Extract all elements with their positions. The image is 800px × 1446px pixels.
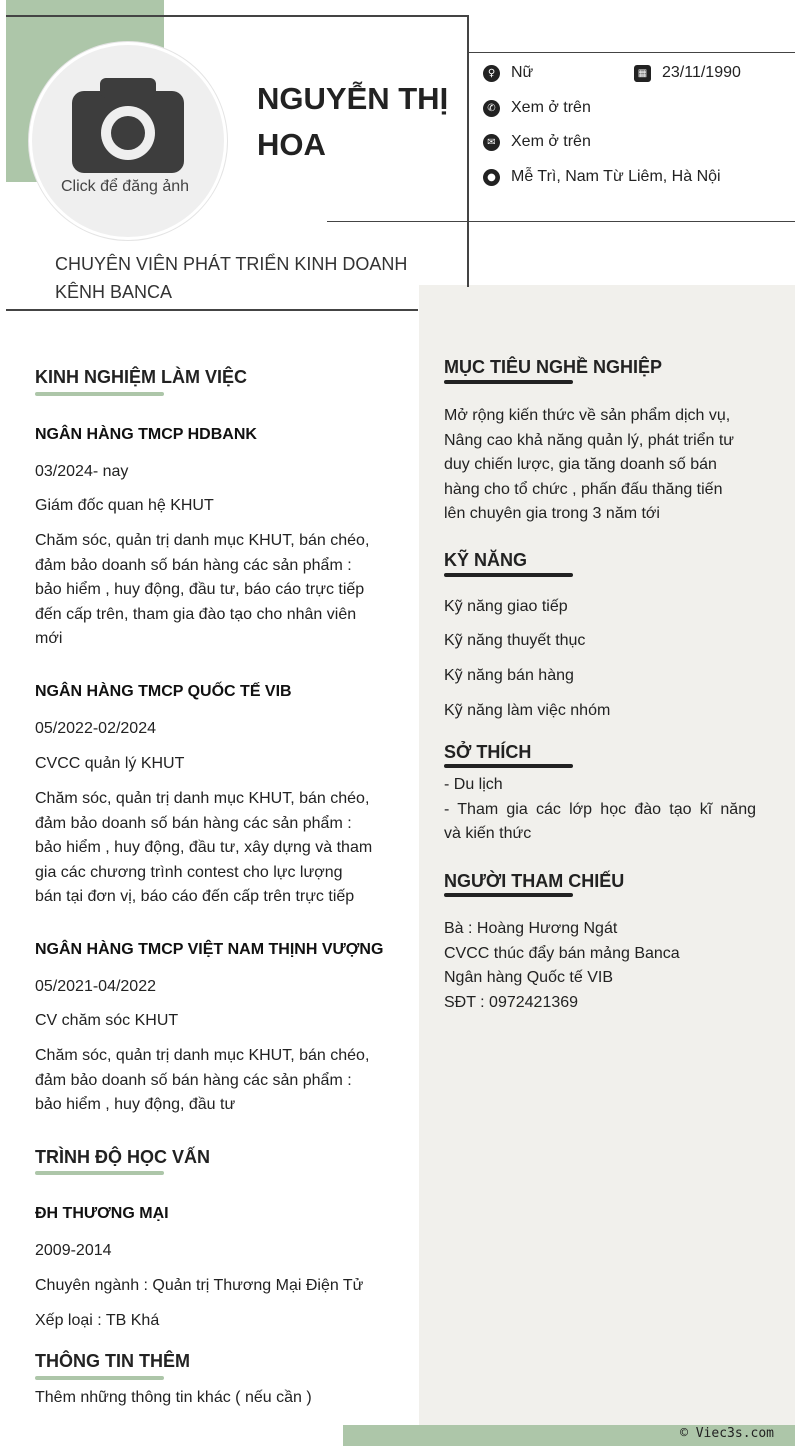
objective-line: hàng cho tổ chức , phấn đấu thăng tiến — [444, 480, 723, 498]
desc-line: bảo hiểm , huy động, đầu tư — [35, 1096, 236, 1113]
avatar-upload-hint[interactable]: Click để đăng ảnh — [60, 178, 190, 195]
address-value: Mễ Trì, Nam Từ Liêm, Hà Nội — [511, 168, 721, 185]
calendar-icon: ▦ — [634, 65, 651, 82]
job-title-line-2: KÊNH BANCA — [55, 282, 173, 302]
desc-line: Chăm sóc, quản trị danh mục KHUT, bán chéo, — [35, 1047, 370, 1064]
objective-text — [444, 404, 756, 527]
school-grade: Xếp loại : TB Khá — [35, 1312, 160, 1329]
desc-line: bán tại đơn vị, báo cáo đến cấp trên trực tiếp — [35, 888, 355, 905]
desc-line: đến cấp trên, tham gia đào tạo cho nhân viên — [35, 605, 357, 623]
skills-heading: KỸ NĂNG — [444, 550, 528, 570]
objective-heading-underline — [444, 380, 573, 384]
hobbies-heading-underline — [444, 764, 573, 768]
experience-heading-underline — [35, 392, 164, 396]
desc-line: mới — [35, 630, 63, 647]
desc-line: đảm bảo doanh số bán hàng các sản phẩm : — [35, 1071, 352, 1089]
header-bottom-line — [6, 309, 418, 311]
job-1-company: NGÂN HÀNG TMCP HDBANK — [35, 426, 257, 443]
job-1-description — [35, 529, 395, 652]
job-3-role: CV chăm sóc KHUT — [35, 1012, 179, 1029]
job-2-company: NGÂN HÀNG TMCP QUỐC TẾ VIB — [35, 683, 292, 700]
reference-text — [444, 917, 756, 1015]
phone-icon: ✆ — [483, 100, 500, 117]
hobby-line: - Du lịch — [444, 776, 503, 793]
job-title — [55, 250, 425, 306]
job-1-period: 03/2024- nay — [35, 463, 129, 480]
hobbies-heading: SỞ THÍCH — [444, 742, 532, 762]
email-row — [483, 133, 591, 151]
avatar[interactable] — [29, 42, 227, 240]
education-heading-underline — [35, 1171, 164, 1175]
reference-line: Bà : Hoàng Hương Ngát — [444, 920, 618, 937]
desc-line: bảo hiểm , huy động, đầu tư, báo cáo trực tiếp — [35, 581, 365, 598]
school-major: Chuyên ngành : Quản trị Thương Mại Điện Tử — [35, 1277, 364, 1294]
extra-info-text: Thêm những thông tin khác ( nếu cần ) — [35, 1389, 312, 1406]
hobby-line: và kiến thức — [444, 825, 532, 842]
gender-icon: ♀ — [483, 65, 500, 82]
skill-item: Kỹ năng thuyết thục — [444, 632, 586, 649]
desc-line: gia các chương trình contest cho lực lượng — [35, 863, 343, 881]
school-name: ĐH THƯƠNG MẠI — [35, 1205, 169, 1222]
job-3-period: 05/2021-04/2022 — [35, 978, 156, 995]
hobbies-text — [444, 773, 756, 847]
objective-heading: MỤC TIÊU NGHỀ NGHIỆP — [444, 357, 663, 377]
dob-value: 23/11/1990 — [662, 64, 741, 81]
desc-line: Chăm sóc, quản trị danh mục KHUT, bán chéo, — [35, 790, 370, 807]
objective-line: duy chiến lược, gia tăng doanh số bán — [444, 456, 717, 473]
extra-info-heading: THÔNG TIN THÊM — [35, 1351, 190, 1371]
job-2-description — [35, 787, 395, 910]
school-period: 2009-2014 — [35, 1242, 112, 1259]
job-1-role: Giám đốc quan hệ KHUT — [35, 497, 214, 514]
reference-line: CVCC thúc đẩy bán mảng Banca — [444, 944, 680, 962]
reference-heading: NGƯỜI THAM CHIẾU — [444, 871, 625, 891]
job-2-role: CVCC quản lý KHUT — [35, 755, 185, 772]
extra-info-heading-underline — [35, 1376, 164, 1380]
contact-bottom-line — [327, 221, 795, 222]
gender-value: Nữ — [511, 64, 534, 81]
footer-credit: © Viec3s.com — [680, 1426, 774, 1441]
address-row — [483, 168, 721, 186]
education-heading: TRÌNH ĐỘ HỌC VẤN — [35, 1147, 210, 1167]
phone-row — [483, 99, 591, 117]
objective-line: lên chuyên gia trong 3 năm tới — [444, 505, 660, 522]
location-pin-icon: ● — [483, 169, 500, 186]
name-line-2: HOA — [257, 127, 326, 162]
desc-line: đảm bảo doanh số bán hàng các sản phẩm : — [35, 556, 352, 574]
candidate-name — [257, 76, 462, 168]
camera-icon — [32, 45, 224, 237]
job-3-description — [35, 1044, 395, 1118]
reference-line: SĐT : 0972421369 — [444, 993, 579, 1011]
skills-heading-underline — [444, 573, 573, 577]
hobby-line: - Tham gia các lớp học đào tạo kĩ năng — [444, 800, 756, 818]
reference-heading-underline — [444, 893, 573, 897]
header-vertical-line — [467, 15, 469, 287]
contact-top-line — [469, 52, 795, 53]
job-3-company: NGÂN HÀNG TMCP VIỆT NAM THỊNH VƯỢNG — [35, 941, 384, 958]
reference-line: Ngân hàng Quốc tế VIB — [444, 969, 613, 986]
objective-line: Nâng cao khả năng quản lý, phát triển tư — [444, 431, 735, 449]
dob-row — [634, 64, 741, 82]
job-2-period: 05/2022-02/2024 — [35, 720, 156, 737]
experience-heading: KINH NGHIỆM LÀM VIỆC — [35, 367, 248, 387]
phone-value: Xem ở trên — [511, 99, 591, 116]
skill-item: Kỹ năng làm việc nhóm — [444, 702, 611, 719]
desc-line: bảo hiểm , huy động, đầu tư, xây dựng và tham — [35, 839, 373, 856]
name-line-1: NGUYỄN THỊ — [257, 81, 449, 116]
email-icon: ✉ — [483, 134, 500, 151]
skill-item: Kỹ năng bán hàng — [444, 667, 574, 684]
gender-row — [483, 64, 533, 82]
objective-line: Mở rộng kiến thức về sản phẩm dịch vụ, — [444, 407, 731, 424]
skill-item: Kỹ năng giao tiếp — [444, 598, 568, 615]
desc-line: đảm bảo doanh số bán hàng các sản phẩm : — [35, 814, 352, 832]
desc-line: Chăm sóc, quản trị danh mục KHUT, bán chéo, — [35, 532, 370, 549]
email-value: Xem ở trên — [511, 133, 591, 150]
header-top-line — [6, 15, 469, 17]
job-title-line-1: CHUYÊN VIÊN PHÁT TRIỂN KINH DOANH — [55, 254, 408, 274]
